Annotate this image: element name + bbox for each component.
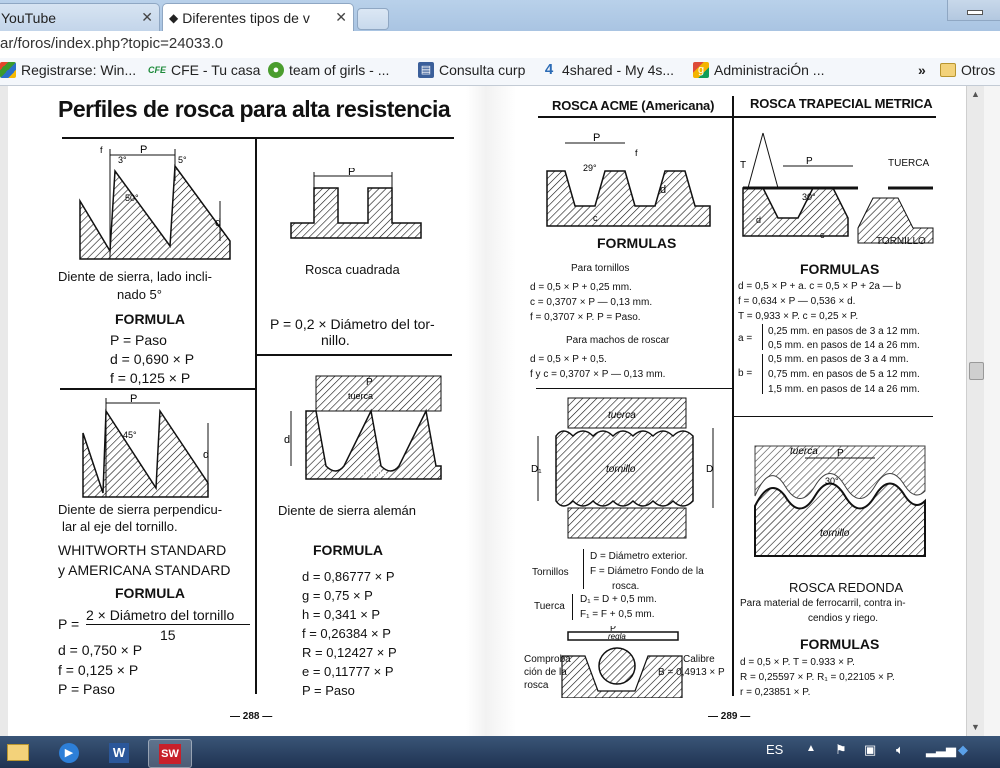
page-number-right: — 289 — <box>708 711 751 722</box>
acme-machos-label: Para machos de roscar <box>566 335 670 346</box>
whit-line: f = 0,125 × P <box>58 662 139 678</box>
svg-text:tuerca: tuerca <box>608 410 636 421</box>
whit-line: P = Paso <box>58 681 115 697</box>
trap-tuerca-label: TUERCA <box>888 158 930 169</box>
tuerca-def: D₁ = D + 0,5 mm. <box>580 594 657 605</box>
tuerca-def: F₁ = F + 0,5 mm. <box>580 609 655 620</box>
bookmark-label: AdministraciÓn ... <box>714 62 825 78</box>
bookmark-registrarse[interactable] <box>0 62 136 78</box>
bookmarks-bar <box>0 58 1000 86</box>
bookmark-label: Otros <box>961 62 996 78</box>
tab-youtube-label: YouTube <box>1 9 57 26</box>
tab-diferentes-tipos[interactable] <box>162 3 354 31</box>
volume-icon[interactable]: 🔈︎ <box>896 742 904 757</box>
fig-label-d: d <box>215 217 222 229</box>
fig-label-p: P <box>140 144 148 156</box>
device-icon[interactable]: ▣ <box>864 742 877 757</box>
acme-line: d = 0,5 × P + 0,25 mm. <box>530 282 632 293</box>
page-favicon-icon: ◆ <box>169 10 179 25</box>
svg-text:d: d <box>203 449 210 461</box>
divider <box>536 388 732 389</box>
trap-formulas-label: FORMULAS <box>800 261 880 277</box>
bookmark-label: Registrarse: Win... <box>21 62 137 78</box>
label-diente-sierra-2: nado 5° <box>117 287 162 302</box>
bookmark-label: CFE - Tu casa <box>171 62 261 78</box>
whitworth-title: y AMERICANA STANDARD <box>58 562 231 578</box>
svg-text:30°: 30° <box>802 192 816 202</box>
media-player-icon[interactable]: ▶ <box>48 739 90 766</box>
bookmarks-overflow-button[interactable] <box>918 62 926 78</box>
svg-text:tornillo: tornillo <box>606 464 636 475</box>
page-number-left: — 288 — <box>230 711 273 722</box>
bookmark-team-of-girls[interactable] <box>268 62 389 78</box>
aleman-formula-label: FORMULA <box>313 542 383 558</box>
trap-a-line: 0,25 mm. en pasos de 3 a 12 mm. <box>768 326 920 337</box>
other-bookmarks-folder[interactable] <box>940 62 995 78</box>
tornillos-def: rosca. <box>612 581 640 592</box>
svg-text:P: P <box>837 448 844 459</box>
redonda-desc: Para material de ferrocarril, contra in- <box>740 598 906 609</box>
svg-text:c: c <box>593 213 598 223</box>
comprobacion-rosca-figure <box>560 626 685 698</box>
divider <box>732 96 734 696</box>
formula-line: f = 0,125 × P <box>110 370 191 386</box>
brace <box>762 324 763 350</box>
calibre-formula: B = 0,4913 × P <box>658 667 725 678</box>
whit-line: d = 0,750 × P <box>58 642 143 658</box>
bookmark-consulta-curp[interactable] <box>418 62 525 78</box>
trap-line: T = 0,933 × P. c = 0,25 × P. <box>738 311 859 322</box>
trapecial-title: ROSCA TRAPECIAL METRICA <box>750 96 933 111</box>
book-gutter <box>466 86 516 736</box>
main-title: Perfiles de rosca para alta resistencia <box>58 96 451 122</box>
svg-text:c: c <box>820 230 825 240</box>
address-bar[interactable] <box>0 31 1000 59</box>
page-edge <box>0 86 8 736</box>
network-icon[interactable]: ▂▃▅ <box>926 742 956 757</box>
trap-b-line: 0,5 mm. en pasos de 3 a 4 mm. <box>768 354 909 365</box>
redonda-line: r = 0,23851 × P. <box>740 687 811 698</box>
trap-b-eq: b = <box>738 368 753 379</box>
tab-active-label: Diferentes tipos de v <box>182 9 310 26</box>
svg-text:tuerca: tuerca <box>790 446 818 457</box>
minimize-icon <box>967 10 983 15</box>
close-tab-icon[interactable]: ✕ <box>141 9 153 25</box>
aleman-line: R = 0,12427 × P <box>302 645 397 660</box>
whit-formula-label: FORMULA <box>115 585 185 601</box>
scroll-up-arrow-icon[interactable]: ▲ <box>971 89 980 99</box>
label-rosca-cuadrada: Rosca cuadrada <box>305 262 400 277</box>
svg-text:P: P <box>130 393 138 405</box>
svg-text:P: P <box>806 156 813 167</box>
label-perpendicular-1: Diente de sierra perpendicu- <box>58 502 223 517</box>
tab-youtube[interactable] <box>0 3 160 31</box>
whitworth-title: WHITWORTH STANDARD <box>58 542 227 558</box>
svg-text:T: T <box>740 160 747 171</box>
folder-icon <box>940 63 956 77</box>
formula-label: FORMULA <box>115 311 185 327</box>
trap-a-line: 0,5 mm. en pasos de 14 a 26 mm. <box>768 340 920 351</box>
svg-text:P: P <box>348 168 356 178</box>
aleman-line: g = 0,75 × P <box>302 588 373 603</box>
aleman-line: d = 0,86777 × P <box>302 569 395 584</box>
cuadrada-formula: nillo. <box>321 332 350 348</box>
whit-denominator: 15 <box>160 627 176 643</box>
aleman-line: f = 0,26384 × P <box>302 626 391 641</box>
svg-text:d: d <box>660 184 667 196</box>
brace <box>572 594 573 620</box>
svg-text:50°: 50° <box>125 193 139 203</box>
acme-formulas-label: FORMULAS <box>597 235 677 251</box>
trap-line: d = 0,5 × P + a. c = 0,5 × P + 2a — b <box>738 281 902 292</box>
rosca-cuadrada-figure <box>286 168 426 243</box>
window-edge <box>984 86 1000 736</box>
regla-label: regla <box>608 632 626 641</box>
tuerca-key: Tuerca <box>534 601 565 612</box>
windows-icon <box>0 62 16 78</box>
svg-text:P: P <box>366 377 373 388</box>
trap-tornillo-label: TORNILLO <box>876 236 926 247</box>
bookmark-administracion[interactable] <box>693 62 824 78</box>
tornillos-def: D = Diámetro exterior. <box>590 551 688 562</box>
tornillo-tuerca-section-figure <box>528 396 728 546</box>
url-text: ar/foros/index.php?topic=24033.0 <box>0 35 224 52</box>
svg-text:tuerca: tuerca <box>348 391 374 401</box>
vertical-scrollbar[interactable] <box>966 86 984 736</box>
diente-sierra-inclinado-figure <box>70 141 240 261</box>
cfe-icon: CFE <box>148 65 166 75</box>
acme-thread-figure <box>545 131 715 231</box>
label-perpendicular-2: lar al eje del tornillo. <box>62 519 178 534</box>
acme-line: f = 0,3707 × P. P = Paso. <box>530 312 641 323</box>
svg-text:f: f <box>635 148 638 158</box>
scroll-down-arrow-icon[interactable]: ▼ <box>971 722 980 732</box>
trapecial-thread-figure <box>738 128 938 248</box>
acme-machos-line: d = 0,5 × P + 0,5. <box>530 354 607 365</box>
solidworks-icon[interactable]: SW <box>148 739 192 768</box>
divider <box>733 416 933 417</box>
whit-numerator: 2 × Diámetro del tornillo <box>86 607 235 623</box>
formula-line: d = 0,690 × P <box>110 351 195 367</box>
acme-title: ROSCA ACME (Americana) <box>552 98 715 113</box>
label-aleman: Diente de sierra alemán <box>278 503 417 518</box>
explorer-icon[interactable] <box>0 739 36 766</box>
redonda-title: ROSCA REDONDA <box>789 580 904 595</box>
calibre-label: Calibre <box>683 654 715 665</box>
diente-sierra-aleman-figure <box>276 371 446 481</box>
svg-text:P: P <box>593 132 601 144</box>
svg-text:45°: 45° <box>123 430 137 440</box>
label-diente-sierra-1: Diente de sierra, lado incli- <box>58 269 212 284</box>
divider <box>255 139 257 694</box>
trap-b-line: 0,75 mm. en pasos de 5 a 12 mm. <box>768 369 920 380</box>
tornillos-key: Tornillos <box>532 567 569 578</box>
redonda-line: d = 0,5 × P. T = 0.933 × P. <box>740 657 855 668</box>
aleman-line: P = Paso <box>302 683 355 698</box>
globe-icon: ● <box>268 62 284 78</box>
svg-text:f: f <box>100 145 103 155</box>
redonda-line: R = 0,25597 × P. R₁ = 0,22105 × P. <box>740 672 895 683</box>
bookmark-label: team of girls - ... <box>289 62 390 78</box>
document-icon: ▤ <box>418 62 434 78</box>
svg-text:29°: 29° <box>583 163 597 173</box>
svg-text:tornillo: tornillo <box>820 528 850 539</box>
rosca-redonda-figure <box>745 436 930 566</box>
svg-text:3°: 3° <box>118 155 127 165</box>
taskbar <box>0 736 1000 768</box>
divider <box>256 354 452 356</box>
divider <box>538 116 936 118</box>
aleman-line: h = 0,341 × P <box>302 607 381 622</box>
formula-line: P = Paso <box>110 332 167 348</box>
redonda-formulas-label: FORMULAS <box>800 636 880 652</box>
svg-text:D₁: D₁ <box>531 464 542 475</box>
scroll-thumb[interactable] <box>969 362 984 380</box>
page-content-image <box>0 86 1000 736</box>
svg-text:d: d <box>284 434 291 446</box>
comproba-label: rosca <box>524 680 549 691</box>
trap-a-eq: a = <box>738 333 753 344</box>
chevron-double-right-icon: » <box>918 62 926 78</box>
word-icon[interactable]: W <box>98 739 140 766</box>
svg-text:D: D <box>706 464 714 475</box>
redonda-desc: cendios y riego. <box>808 613 879 624</box>
svg-text:d: d <box>756 215 762 225</box>
whit-p: P = <box>58 616 80 632</box>
svg-text:30°: 30° <box>825 476 839 486</box>
bookmark-cfe[interactable] <box>148 62 260 78</box>
acme-line: c = 0,3707 × P — 0,13 mm. <box>530 297 653 308</box>
dropbox-icon[interactable]: ◆ <box>958 742 968 757</box>
brace <box>762 354 763 394</box>
divider <box>62 137 454 139</box>
svg-text:P: P <box>610 626 617 633</box>
svg-text:5°: 5° <box>178 155 187 165</box>
divider <box>60 388 256 390</box>
cuadrada-formula: P = 0,2 × Diámetro del tor- <box>270 316 435 332</box>
google-icon: g <box>693 62 709 78</box>
language-indicator[interactable]: ES <box>766 742 784 757</box>
minimize-button[interactable] <box>947 0 1000 21</box>
acme-machos-line: f y c = 0,3707 × P — 0,13 mm. <box>530 369 666 380</box>
aleman-line: e = 0,11777 × P <box>302 664 394 679</box>
tab-bar <box>0 0 1000 31</box>
action-center-flag-icon[interactable]: ⚑ <box>835 742 847 757</box>
brace <box>583 549 584 589</box>
comproba-label: ción de la <box>524 667 567 678</box>
trap-b-line: 1,5 mm. en pasos de 14 a 26 mm. <box>768 384 920 395</box>
trap-line: f = 0,634 × P — 0,536 × d. <box>738 296 856 307</box>
bookmark-label: 4shared - My 4s... <box>562 62 675 78</box>
tornillos-def: F = Diámetro Fondo de la <box>590 566 704 577</box>
bookmark-label: Consulta curp <box>439 62 526 78</box>
bookmark-4shared[interactable] <box>541 62 674 78</box>
diente-sierra-perpendicular-figure <box>78 393 223 498</box>
4shared-icon: 4 <box>544 61 554 78</box>
new-tab-button[interactable] <box>357 8 389 30</box>
fraction-bar <box>86 624 250 625</box>
show-hidden-icons-icon[interactable]: ▲ <box>806 743 816 754</box>
close-tab-icon[interactable]: ✕ <box>332 9 347 26</box>
acme-tornillos-label: Para tornillos <box>571 263 630 274</box>
svg-text:tornillo: tornillo <box>360 468 387 478</box>
comproba-label: Comproba <box>524 654 571 665</box>
